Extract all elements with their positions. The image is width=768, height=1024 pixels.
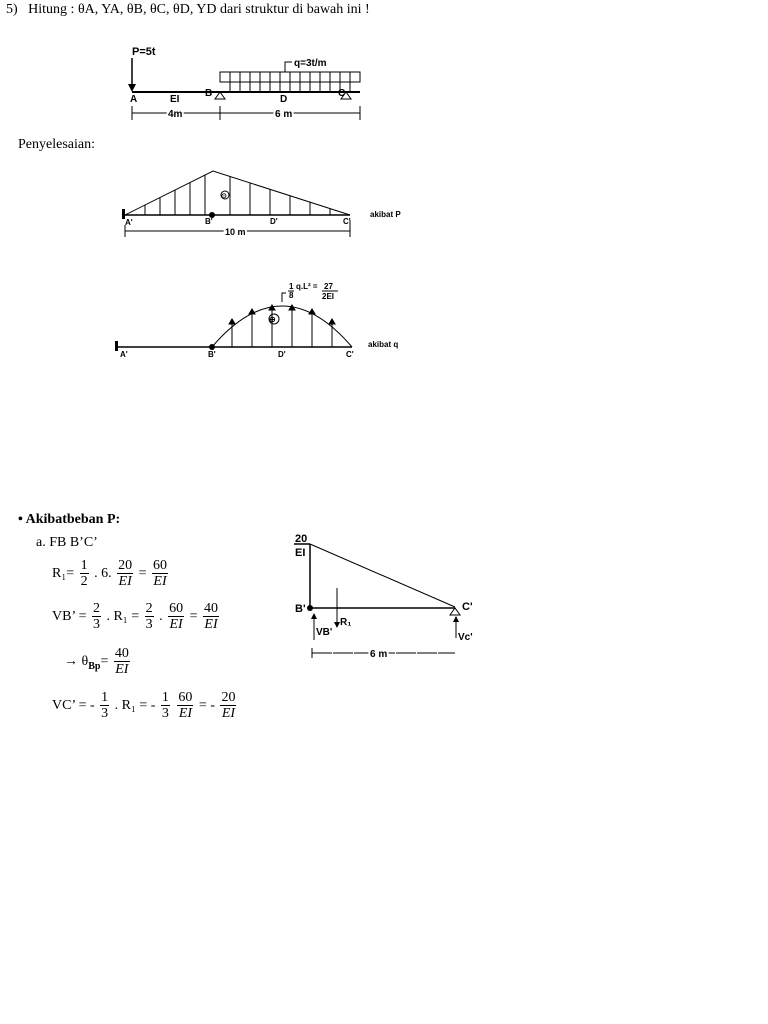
load-q-label: q=3t/m xyxy=(294,58,327,69)
q-point-d: D' xyxy=(278,350,286,359)
support-b-icon xyxy=(215,92,225,99)
q-value-den: 2EI xyxy=(322,292,335,301)
p-span: 10 m xyxy=(225,227,246,237)
fb-vc: Vc' xyxy=(458,632,473,643)
q-formula-mid: q.L² = xyxy=(296,282,318,291)
equation-r1: R₁= $\frac{1}{2}$ . 6. $\frac{20}{EI}$ = $\frac{60}{EI}$ xyxy=(52,558,168,590)
point-b-label: B xyxy=(205,88,213,99)
fb-support-icon xyxy=(450,608,460,615)
problem-number: 5) xyxy=(6,2,18,17)
sign-p: ⊙ xyxy=(221,193,227,200)
fb-point-c: C' xyxy=(462,601,473,613)
fb-span: 6 m xyxy=(370,649,388,660)
problem-statement xyxy=(6,2,370,18)
q-value-num: 27 xyxy=(324,282,333,291)
q-point-b: B' xyxy=(208,350,216,359)
ei-label: EI xyxy=(170,94,180,105)
fb-top-den: EI xyxy=(295,547,306,559)
moment-diagram-p xyxy=(115,165,415,245)
bullet: • xyxy=(18,512,23,527)
fb-vb: VB' xyxy=(316,627,333,638)
solution-label: Penyelesaian: xyxy=(18,137,95,152)
fb-point-b: B' xyxy=(295,603,306,615)
sign-q: ⊕ xyxy=(269,315,276,324)
p-point-a: A' xyxy=(125,218,133,227)
point-a-label: A xyxy=(130,94,138,105)
fb-r1: R₁ xyxy=(340,617,352,628)
section-heading xyxy=(18,512,120,528)
span-bc-label: 6 m xyxy=(275,109,293,120)
problem-text: Hitung : θA, YA, θB, θC, θD, YD dari struktur di bawah ini ! xyxy=(28,2,370,17)
point-c-label: C xyxy=(338,88,346,99)
section-title: Akibatbeban P: xyxy=(25,512,121,527)
subsection-label: a. FB B’C’ xyxy=(36,535,98,550)
p-caption: akibat P xyxy=(370,210,401,219)
p-point-b: B' xyxy=(205,217,213,226)
load-p-label: P=5t xyxy=(132,46,156,58)
span-ab-label: 4m xyxy=(168,109,183,120)
equation-vb: VB’ = $\frac{2}{3}$ . R₁ = $\frac{2}{3}$ . $\frac{60}{EI}$ = $\frac{40}{EI}$ xyxy=(52,601,218,633)
q-caption: akibat q xyxy=(368,340,399,349)
moment-diagram-q xyxy=(112,275,422,370)
free-body-diagram xyxy=(290,530,490,665)
p-point-d: D' xyxy=(270,217,278,226)
equation-theta-bp: → $\theta_{Bp}=$ $\frac{40}{EI}$ xyxy=(64,646,129,678)
fb-top-num: 20 xyxy=(295,533,308,545)
beam-diagram xyxy=(120,40,380,130)
q-formula-num: 1 xyxy=(289,282,294,291)
q-point-c: C' xyxy=(346,350,354,359)
equation-vc: VC’ = - $\frac{1}{3}$ . R₁ = - $\frac{1}{3}$ $\frac{60}{EI}$ = - $\frac{20}{EI}$ xyxy=(52,690,236,722)
q-point-a: A' xyxy=(120,350,128,359)
point-d-label: D xyxy=(280,94,288,105)
q-formula-den: 8 xyxy=(289,291,294,300)
p-point-c: C' xyxy=(343,217,351,226)
